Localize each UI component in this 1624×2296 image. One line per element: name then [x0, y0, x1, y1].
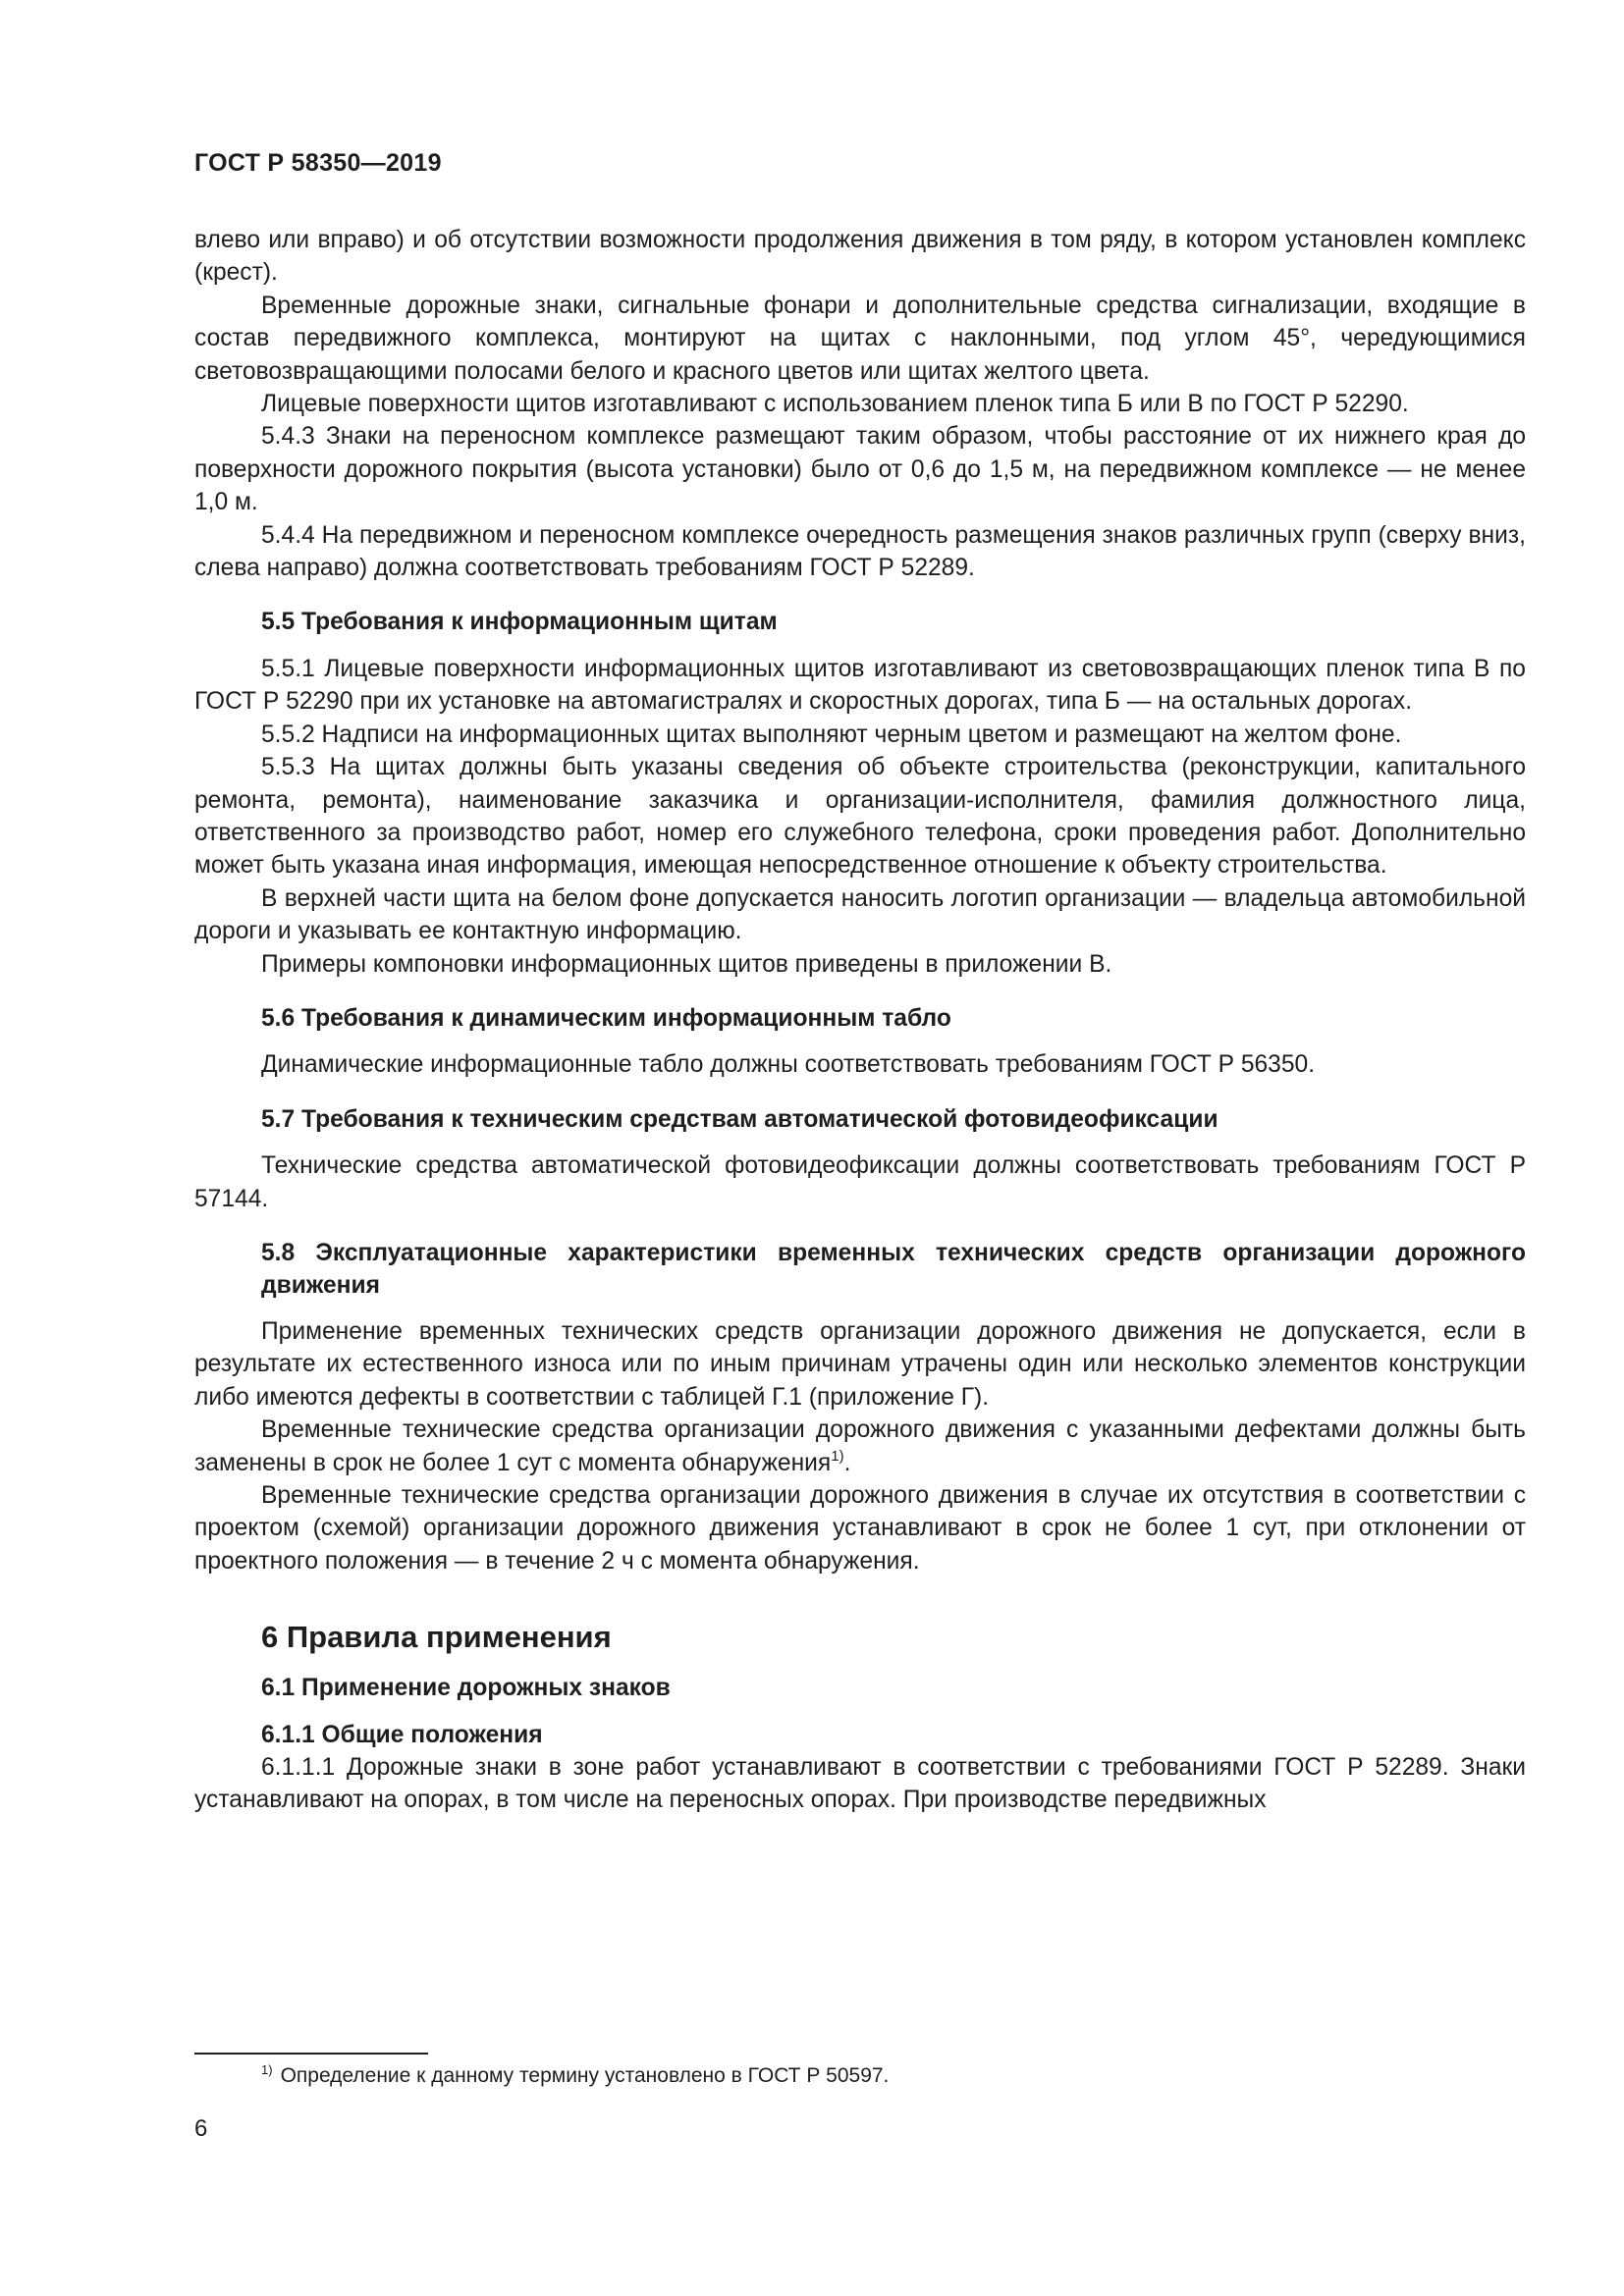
- paragraph: Лицевые поверхности щитов изготавливают с использованием пленок типа Б или В по ГОСТ Р 52290.: [261, 391, 1409, 418]
- paragraph: влево или вправо) и об отсутствии возможности продолжения движения в том ряду, в котором установлен комплекс (крест).: [194, 227, 1526, 287]
- paragraph-5-4-3: 5.4.3 Знаки на переносном комплексе размещают таким образом, чтобы расстояние от их нижнего края до поверхности дорожного покрытия (высота установки) было от 0,6 до 1,5 м, на передвижном комплексе — не менее 1,0 м.: [194, 423, 1526, 516]
- section-heading-6-1: 6.1 Применение дорожных знаков: [261, 1675, 671, 1702]
- page-body: [194, 224, 1526, 1817]
- paragraph: В верхней части щита на белом фоне допускается наносить логотип организации — владельца автомобильной дороги и указывать ее контактную информацию.: [194, 884, 1526, 945]
- footnote-text: Определение к данному термину установлено в ГОСТ Р 50597.: [280, 2064, 890, 2087]
- footnote-separator: [194, 2053, 428, 2055]
- paragraph-5-5-1: 5.5.1 Лицевые поверхности информационных щитов изготавливают из световозвращающих пленок типа В по ГОСТ Р 52290 при их установке на автомагистралях и скоростных дорогах, типа Б — на остальных дорогах.: [194, 655, 1526, 716]
- paragraph: Примеры компоновки информационных щитов приведены в приложении В.: [261, 950, 1112, 978]
- section-heading-5-8: 5.8 Эксплуатационные характеристики временных технических средств организации дорожного движения: [261, 1239, 1526, 1299]
- paragraph-text: Временные технические средства организации дорожного движения с указанными дефектами должны быть заменены в срок не более 1 сут с момента обнаружения: [194, 1416, 1526, 1476]
- paragraph-5-5-2: 5.5.2 Надписи на информационных щитах выполняют черным цветом и размещают на желтом фоне.: [261, 721, 1402, 748]
- page-number: 6: [194, 2115, 208, 2142]
- document-number-header: ГОСТ Р 58350—2019: [194, 149, 442, 177]
- subsection-heading-6-1-1: 6.1.1 Общие положения: [261, 1721, 543, 1748]
- footnote: [261, 2062, 889, 2090]
- paragraph: Применение временных технических средств организации дорожного движения не допускается, если в результате их естественного износа или по иным причинам утрачены один или несколько элементов конструкции либо имеются дефекты в соответствии с таблицей Г.1 (приложение Г).: [194, 1317, 1526, 1411]
- paragraph: Технические средства автоматической фотовидеофиксации должны соответствовать требованиям ГОСТ Р 57144.: [194, 1152, 1526, 1212]
- section-heading-5-7: 5.7 Требования к техническим средствам автоматической фотовидеофиксации: [261, 1105, 1218, 1133]
- footnote-mark: 1): [261, 2062, 273, 2077]
- paragraph-6-1-1-1: 6.1.1.1 Дорожные знаки в зоне работ устанавливают в соответствии с требованиями ГОСТ Р 52289. Знаки устанавливают на опорах, в том числе на переносных опорах. При производстве передвижных: [194, 1754, 1526, 1814]
- paragraph-5-4-4: 5.4.4 На передвижном и переносном комплексе очередность размещения знаков различных групп (сверху вниз, слева направо) должна соответствовать требованиям ГОСТ Р 52289.: [194, 521, 1526, 582]
- section-heading-5-6: 5.6 Требования к динамическим информационным табло: [261, 1004, 951, 1032]
- section-heading-5-5: 5.5 Требования к информационным щитам: [261, 609, 778, 636]
- paragraph: Временные технические средства организации дорожного движения в случае их отсутствия в соответствии с проектом (схемой) организации дорожного движения устанавливают в срок не более 1 сут, при отклонении от проектного положения — в течение 2 ч с момента обнаружения.: [194, 1482, 1526, 1575]
- paragraph-5-5-3: 5.5.3 На щитах должны быть указаны сведения об объекте строительства (реконструкции, капитального ремонта, ремонта), наименование заказчика и организации-исполнителя, фамилия должностного лица, ответственного за производство работ, номер его служебного телефона, сроки проведения работ. Дополнительно может быть указана иная информация, имеющая непосредственное отношение к объекту строительства.: [194, 754, 1526, 880]
- footnote-reference[interactable]: 1): [831, 1447, 844, 1465]
- paragraph: Динамические информационные табло должны соответствовать требованиям ГОСТ Р 56350.: [261, 1051, 1316, 1079]
- paragraph: Временные дорожные знаки, сигнальные фонари и дополнительные средства сигнализации, входящие в состав передвижного комплекса, монтируют на щитах с наклонными, под углом 45°, чередующимися световозвращающими полосами белого и красного цветов или щитах желтого цвета.: [194, 292, 1526, 385]
- chapter-heading-6: 6 Правила применения: [261, 1620, 612, 1655]
- paragraph-end: .: [843, 1449, 851, 1476]
- paragraph-with-footnote: [194, 1414, 1526, 1479]
